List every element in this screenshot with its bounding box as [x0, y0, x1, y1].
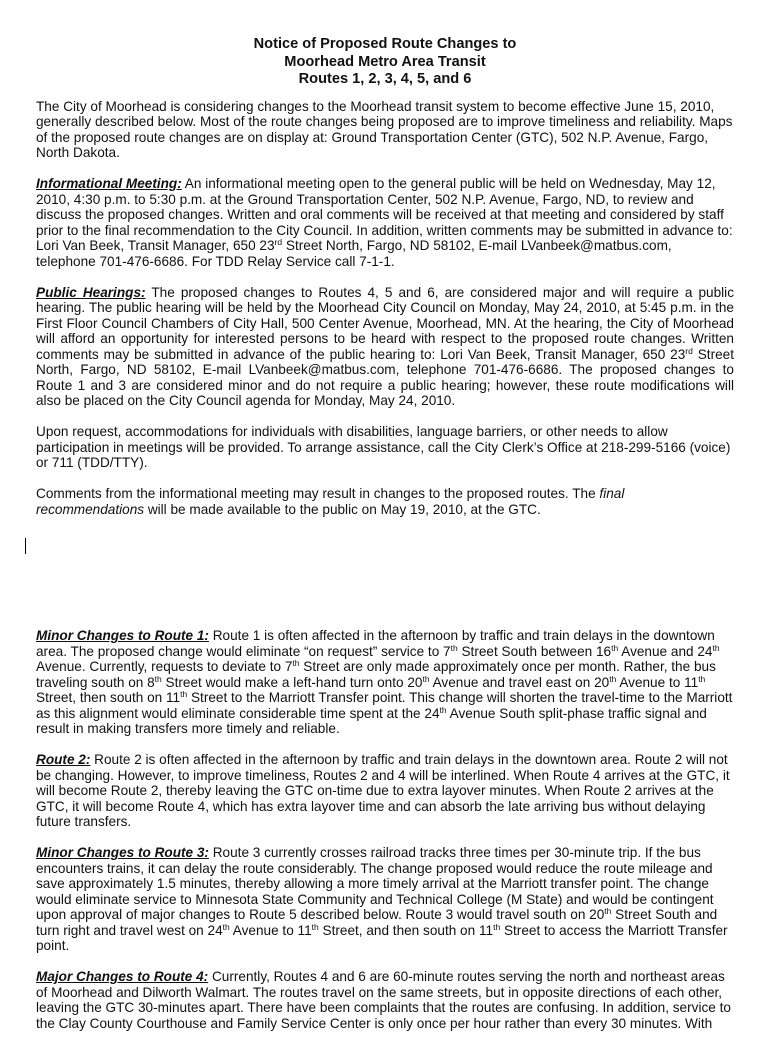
- route2-paragraph: [36, 752, 734, 830]
- route2-heading: Route 2:: [36, 752, 91, 767]
- ordinal-suffix: th: [154, 673, 162, 684]
- informational-meeting-paragraph: [36, 176, 734, 269]
- route1-text: Street to the Marriott Transfer point. This change will shorten the travel-time to the Marriott as this alignment would eliminate considerable time spent at the 24: [36, 690, 733, 721]
- route3-text: Street, and then south on 11: [318, 922, 494, 938]
- route2-text: Route 2 is often affected in the afternoon by traffic and train delays in the downtown area. Route 2 will not be changing. However, to improve timeliness, Routes 2 and 4 will be interlined. When Route 4 arrives at the GTC, it will become Route 2, thereby leaving the GTC on-time due to extra layover minutes. When Route 2 arrives at the GTC, it will become Route 4, which has extra layover time and can absorb the late arriving bus without delaying future transfers.: [36, 752, 730, 829]
- ordinal-suffix: th: [222, 921, 230, 932]
- informational-meeting-heading: Informational Meeting:: [36, 176, 182, 191]
- route1-text: Avenue and 24: [618, 643, 713, 659]
- route1-text: Avenue to 11: [616, 674, 699, 690]
- public-hearings-text-b: Street North, Fargo, ND 58102, E-mail LVanbeek@matbus.com, telephone 701-476-6686. The proposed changes to Route 1 and 3 are considered minor and do not require a public hearing; however, these route modifications will also be placed on the City Council agenda for Monday, May 24, 2010.: [36, 346, 734, 408]
- accommodations-paragraph: [36, 424, 734, 471]
- public-hearings-paragraph: [36, 285, 734, 409]
- ordinal-suffix: th: [698, 673, 706, 684]
- notice-document: [36, 36, 734, 533]
- ordinal-suffix: th: [180, 689, 188, 699]
- route1-text: Avenue and travel east on 20: [429, 674, 610, 690]
- title-line-3: Routes 1, 2, 3, 4, 5, and 6: [298, 71, 472, 87]
- route3-paragraph: [36, 845, 734, 954]
- text-cursor: [25, 538, 26, 554]
- title-line-2: Moorhead Metro Area Transit: [284, 53, 486, 70]
- intro-paragraph: [36, 99, 734, 161]
- route-changes-section: [36, 628, 734, 1047]
- ordinal-suffix: th: [422, 673, 430, 684]
- public-hearings-text-a: The proposed changes to Routes 4, 5 and 6, are considered major and will require a public hearing. The public hearing will be held by the Moorhead City Council on Monday, May 24, 2010, at 5:45 p.m. in the First Floor Council Chambers of City Hall, 500 Center Avenue, Moorhead, MN. At the hearing, the City of Moorhead will afford an opportunity for interested persons to be heard with respect to the proposed route changes. Written comments may be submitted in advance of the public hearing to: Lori Van Beek, Transit Manager, 650 23: [36, 284, 734, 362]
- ordinal-suffix: th: [712, 642, 720, 653]
- route3-text: Street to access the Marriott Transfer point.: [36, 922, 728, 953]
- route3-text: Avenue to 11: [229, 922, 312, 938]
- route4-text: Currently, Routes 4 and 6 are 60-minute routes serving the north and northeast areas of Moorhead and Dilworth Walmart. The routes travel on the same streets, but in opposite directions of each other, leaving the GTC 30-minutes apart. There have been complaints that the routes are confusing. In addition, service to the Clay County Courthouse and Family Service Center is only once per hour rather than every 30 minutes. With: [36, 969, 731, 1031]
- ordinal-suffix: th: [609, 673, 617, 684]
- document-title: [36, 36, 734, 89]
- route1-text: Street, then south on 11: [36, 690, 181, 705]
- ordinal-suffix: rd: [274, 237, 283, 247]
- route3-text: Route 3 currently crosses railroad tracks three times per 30-minute trip. If the bus encounters trains, it can delay the route considerably. The change proposed would reduce the route mileage and save approximately 1.5 minutes, thereby allowing a more timely arrival at the Marriott transfer point. The change would eliminate service to Minnesota State Community and Technical College (M State) and would be contingent upon approval of major changes to Route 5 described below. Route 3 would travel south on 20: [36, 845, 714, 922]
- route4-paragraph: [36, 969, 734, 1031]
- ordinal-suffix: th: [292, 658, 300, 668]
- ordinal-suffix: th: [311, 921, 319, 932]
- route1-text: Street would make a left-hand turn onto 20: [161, 674, 423, 690]
- accommodations-text: Upon request, accommodations for individuals with disabilities, language barriers, or other needs to allow participation in meetings will be provided. To arrange assistance, call the City Clerk’s Office at 218-299-5166 (voice) or 711 (TDD/TTY).: [36, 424, 731, 470]
- intro-text: The City of Moorhead is considering changes to the Moorhead transit system to become effective June 15, 2010, generally described below. Most of the route changes being proposed are to improve timeliness and reliability. Maps of the proposed route changes are on display at: Ground Transportation Center (GTC), 502 N.P. Avenue, Fargo, North Dakota.: [36, 98, 733, 160]
- route3-text: Street South and turn right and travel west on 24: [36, 907, 718, 938]
- comments-paragraph: [36, 486, 734, 517]
- ordinal-suffix: rd: [685, 345, 693, 356]
- informational-meeting-text-a: An informational meeting open to the general public will be held on Wednesday, May 12, 2010, 4:30 p.m. to 5:30 p.m. at the Ground Transportation Center, 502 N.P. Avenue, Fargo, ND, to review and discuss the proposed changes. Written and oral comments will be received at that meeting and considered by staff prior to the final recommendation to the City Council. In addition, written comments may be submitted in advance to: Lori Van Beek, Transit Manager, 650 23: [36, 176, 733, 253]
- ordinal-suffix: th: [493, 921, 501, 932]
- route4-heading: Major Changes to Route 4:: [36, 969, 209, 984]
- route1-heading: Minor Changes to Route 1:: [36, 628, 209, 643]
- comments-text-b: will be made available to the public on May 19, 2010, at the GTC.: [144, 501, 541, 517]
- ordinal-suffix: th: [439, 704, 447, 715]
- route1-text: Route 1 is often affected in the afternoon by traffic and train delays in the downtown area. The proposed change would eliminate “on request” service to 7: [36, 628, 715, 659]
- ordinal-suffix: th: [604, 906, 612, 916]
- public-hearings-heading: Public Hearings:: [36, 284, 146, 300]
- route1-text: Street South between 16: [457, 643, 612, 659]
- route3-heading: Minor Changes to Route 3:: [36, 845, 209, 860]
- ordinal-suffix: th: [611, 642, 619, 653]
- ordinal-suffix: th: [450, 642, 458, 653]
- comments-text-a: Comments from the informational meeting may result in changes to the proposed routes. The: [36, 486, 600, 501]
- informational-meeting-text-b: Street North, Fargo, ND 58102, E-mail LVanbeek@matbus.com, telephone 701-476-6686. For TDD Relay Service call 7-1-1.: [36, 238, 672, 269]
- title-line-1: Notice of Proposed Route Changes to: [253, 36, 517, 52]
- route1-text: Avenue South split-phase traffic signal and result in making transfers more timely and reliable.: [36, 705, 707, 736]
- route1-text: Street are only made approximately once per month. Rather, the bus traveling south on 8: [36, 659, 716, 690]
- comments-italic: final recommendations: [36, 486, 625, 517]
- route1-paragraph: [36, 628, 734, 737]
- route1-text: Avenue. Currently, requests to deviate to 7: [36, 659, 293, 674]
